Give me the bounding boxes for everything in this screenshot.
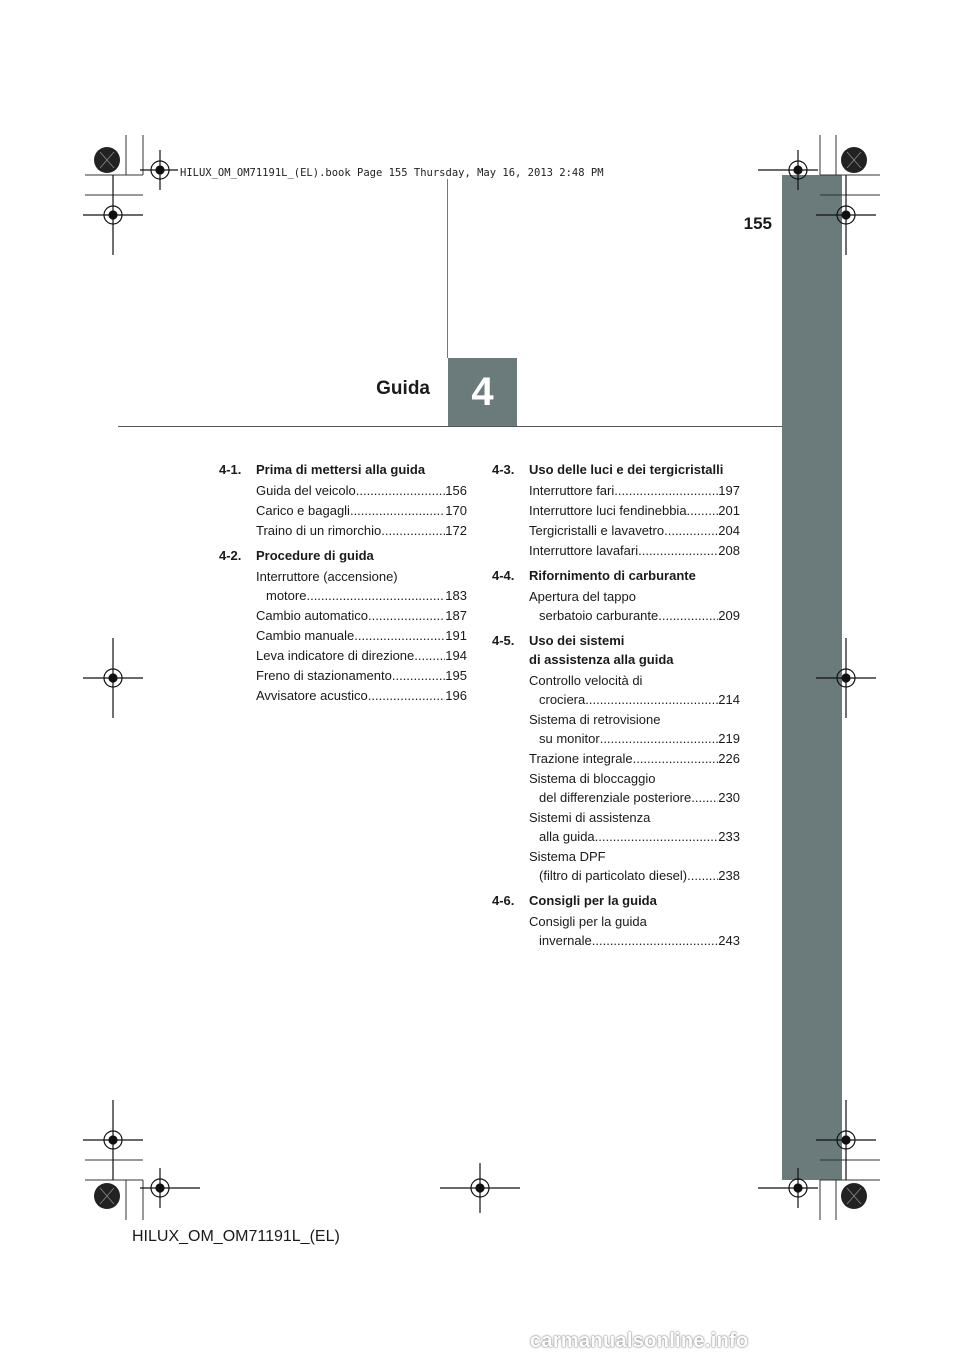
toc-section-heading <box>219 460 467 479</box>
toc-leader-dots <box>638 541 718 560</box>
toc-section-title-line: Rifornimento di carburante <box>529 568 696 583</box>
toc-section-number: 4-1. <box>219 462 242 477</box>
toc-page-number: 183 <box>445 588 467 603</box>
toc-section-number: 4-2. <box>219 548 242 563</box>
toc-entry[interactable] <box>492 710 740 748</box>
toc-page-number: 233 <box>718 829 740 844</box>
toc-page-number: 209 <box>718 608 740 623</box>
toc-entry-text: Avvisatore acustico <box>256 688 368 703</box>
toc-entry[interactable] <box>219 606 467 625</box>
toc-leader-dots <box>592 931 719 950</box>
toc-entry[interactable] <box>219 567 467 605</box>
toc-entry-text: Freno di stazionamento <box>256 668 392 683</box>
toc-entry[interactable] <box>219 646 467 665</box>
toc-section-title-line: Uso delle luci e dei tergicristalli <box>529 462 724 477</box>
watermark <box>530 1330 955 1354</box>
toc-right-column <box>492 460 740 951</box>
toc-entry-text: Sistema DPF <box>529 849 606 864</box>
registration-targets <box>83 150 876 1213</box>
toc-entry[interactable] <box>492 769 740 807</box>
toc-entry-text: Apertura del tappo <box>529 589 636 604</box>
toc-leader-dots <box>392 666 445 685</box>
toc-entry[interactable] <box>492 808 740 846</box>
toc-page-number: 201 <box>718 503 740 518</box>
toc-entry-text: Consigli per la guida <box>529 914 647 929</box>
toc-entry[interactable] <box>219 501 467 520</box>
toc-leader-dots <box>691 788 718 807</box>
toc-entry-text: su monitor <box>539 731 600 746</box>
toc-page-number: 226 <box>718 751 740 766</box>
toc-entry[interactable] <box>492 587 740 625</box>
toc-entry-text: Interruttore lavafari <box>529 543 639 558</box>
toc-page-number: 194 <box>445 648 467 663</box>
toc-entry[interactable] <box>492 481 740 500</box>
watermark-text: carmanualsonline.info <box>530 1330 749 1352</box>
toc-section-title-line: di assistenza alla guida <box>529 652 674 667</box>
toc-section-number: 4-6. <box>492 893 515 908</box>
toc-page-number: 208 <box>718 543 740 558</box>
toc-entry[interactable] <box>219 666 467 685</box>
toc-page-number: 230 <box>718 790 740 805</box>
toc-section-number: 4-5. <box>492 633 515 648</box>
toc-entry-text: Carico e bagagli <box>256 503 350 518</box>
toc-entry-text: crociera <box>539 692 586 707</box>
chapter-title: Guida <box>376 378 430 399</box>
toc-entry[interactable] <box>492 749 740 768</box>
toc-entry[interactable] <box>219 626 467 645</box>
book-file-info: HILUX_OM_OM71191L_(EL).book Page 155 Thursday, May 16, 2013 2:48 PM <box>180 167 604 179</box>
toc-leader-dots <box>600 729 719 748</box>
toc-entry-text: Cambio automatico <box>256 608 368 623</box>
toc-entry[interactable] <box>492 912 740 950</box>
toc-entry[interactable] <box>492 847 740 885</box>
toc-leader-dots <box>658 606 718 625</box>
toc-page-number: 191 <box>445 628 467 643</box>
toc-entry-text: Traino di un rimorchio <box>256 523 382 538</box>
toc-leader-dots <box>595 827 719 846</box>
toc-section-heading <box>492 891 740 910</box>
toc-entry[interactable] <box>219 521 467 540</box>
toc-entry[interactable] <box>492 541 740 560</box>
toc-entry-text: serbatoio carburante <box>539 608 659 623</box>
toc-page-number: 197 <box>718 483 740 498</box>
toc-leader-dots <box>687 866 718 885</box>
toc-leader-dots <box>414 646 445 665</box>
toc-leader-dots <box>664 521 718 540</box>
toc-page-number: 219 <box>718 731 740 746</box>
toc-entry-text: Interruttore fari <box>529 483 615 498</box>
toc-entry-text: Leva indicatore di direzione <box>256 648 415 663</box>
toc-left-column <box>219 460 467 706</box>
toc-leader-dots <box>354 626 445 645</box>
toc-entry-text: Sistema di bloccaggio <box>529 771 656 786</box>
toc-page-number: 187 <box>445 608 467 623</box>
toc-leader-dots <box>356 481 446 500</box>
toc-leader-dots <box>368 686 446 705</box>
toc-leader-dots <box>687 501 719 520</box>
toc-section-heading <box>492 566 740 585</box>
toc-page-number: 196 <box>445 688 467 703</box>
toc-entry-text: motore <box>266 588 307 603</box>
toc-entry-text: Guida del veicolo <box>256 483 356 498</box>
chapter-number: 4 <box>471 370 494 414</box>
toc-entry[interactable] <box>492 501 740 520</box>
toc-entry[interactable] <box>219 686 467 705</box>
toc-page-number: 170 <box>445 503 467 518</box>
toc-entry-text: Sistemi di assistenza <box>529 810 651 825</box>
toc-leader-dots <box>614 481 718 500</box>
toc-page-number: 195 <box>445 668 467 683</box>
toc-section-title <box>529 460 740 479</box>
toc-section-title-line: Uso dei sistemi <box>529 633 625 648</box>
toc-entry-text: (filtro di particolato diesel) <box>539 868 688 883</box>
toc-entry-text: alla guida <box>539 829 595 844</box>
toc-entry-text: Trazione integrale <box>529 751 633 766</box>
toc-section-number: 4-4. <box>492 568 515 583</box>
toc-page-number: 214 <box>718 692 740 707</box>
toc-entry-text: Tergicristalli e lavavetro <box>529 523 665 538</box>
toc-page-number: 238 <box>718 868 740 883</box>
toc-section-title <box>529 891 740 910</box>
toc-entry-text: Controllo velocità di <box>529 673 643 688</box>
toc-entry-text: Interruttore (accensione) <box>256 569 398 584</box>
toc-leader-dots <box>368 606 445 625</box>
toc-section-number: 4-3. <box>492 462 515 477</box>
toc-section-title-line: Procedure di guida <box>256 548 374 563</box>
toc-entry-text: Cambio manuale <box>256 628 355 643</box>
toc-section-title-line: Consigli per la guida <box>529 893 657 908</box>
toc-entry-text: Interruttore luci fendinebbia <box>529 503 687 518</box>
toc-entry[interactable] <box>492 521 740 540</box>
toc-entry-text: Sistema di retrovisione <box>529 712 661 727</box>
toc-leader-dots <box>306 586 445 605</box>
toc-page-number: 156 <box>445 483 467 498</box>
toc-leader-dots <box>350 501 445 520</box>
toc-page-number: 204 <box>718 523 740 538</box>
toc-page-number: 243 <box>718 933 740 948</box>
toc-section-title <box>256 460 467 479</box>
toc-entry[interactable] <box>219 481 467 500</box>
toc-leader-dots <box>633 749 719 768</box>
toc-section-title <box>529 631 740 669</box>
footer-code: HILUX_OM_OM71191L_(EL) <box>132 1228 340 1245</box>
toc-section-title <box>256 546 467 565</box>
page-number: 155 <box>743 214 772 233</box>
toc-leader-dots <box>585 690 718 709</box>
toc-entry[interactable] <box>492 671 740 709</box>
toc-entry-text: invernale <box>539 933 592 948</box>
toc-section-title <box>529 566 740 585</box>
toc-section-heading <box>492 460 740 479</box>
toc-section-heading <box>219 546 467 565</box>
color-wheels <box>94 147 867 1209</box>
toc-section-title-line: Prima di mettersi alla guida <box>256 462 426 477</box>
toc-entry-text: del differenziale posteriore <box>539 790 692 805</box>
toc-leader-dots <box>381 521 445 540</box>
toc-page-number: 172 <box>445 523 467 538</box>
toc-section-heading <box>492 631 740 669</box>
